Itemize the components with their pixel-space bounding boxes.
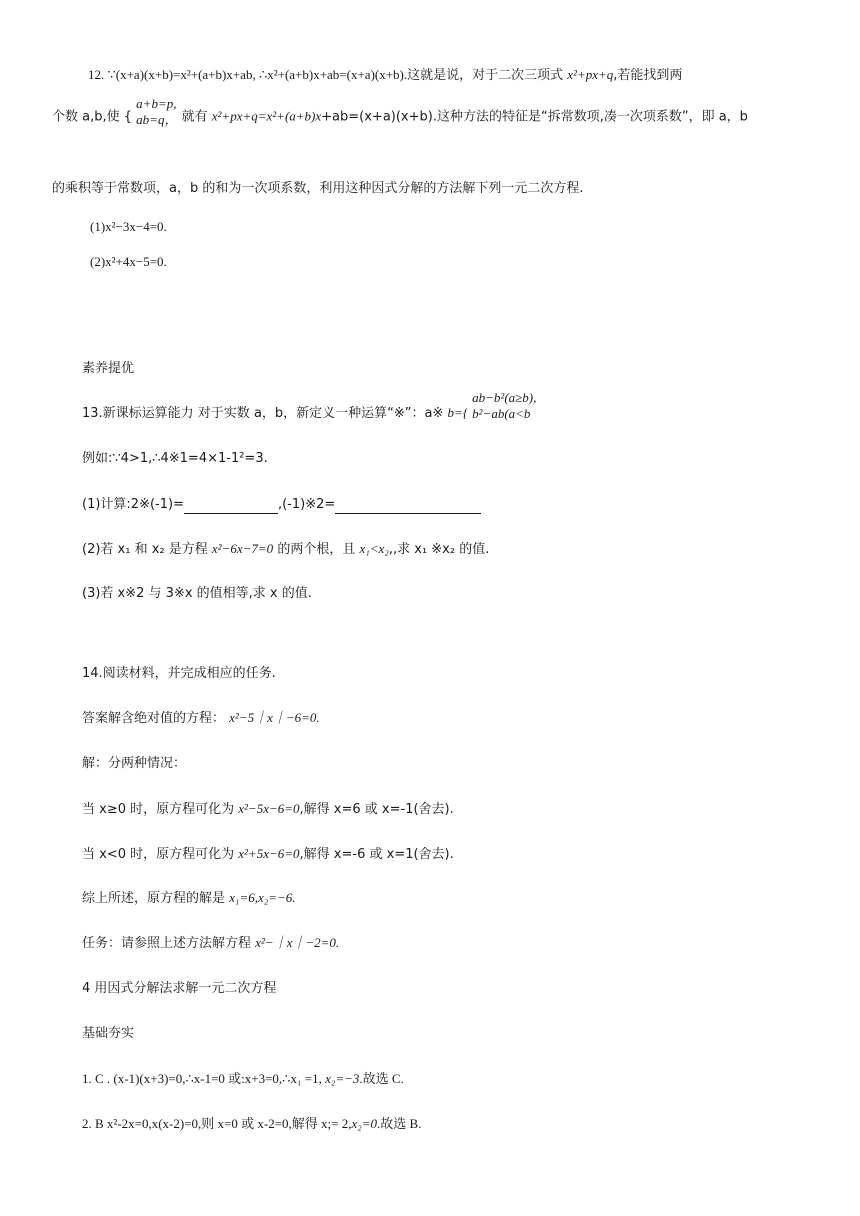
q13-part2 xyxy=(82,540,489,559)
q12-line2 xyxy=(52,96,748,128)
q14-line1-eq: x²−5｜x｜−6=0. xyxy=(229,710,320,725)
q14-line6 xyxy=(82,934,339,953)
answer-1 xyxy=(82,1070,404,1088)
q13-part1-b: ,(-1)※2= xyxy=(277,497,336,512)
q12-line2-mid: 就有 xyxy=(181,109,208,125)
q13-part2-cond: x₁<x₂ xyxy=(359,541,389,556)
q12-line1 xyxy=(88,66,682,85)
q14-line6-pre: 任务：请参照上述方法解方程 xyxy=(82,936,252,951)
q14-line1-pre: 答案解含绝对值的方程： xyxy=(82,711,226,726)
q13-part3: (3)若 x※2 与 3※x 的值相等,求 x 的值. xyxy=(82,586,312,601)
q13-part2-post: ,,求 x₁ ※x₂ 的值. xyxy=(388,542,490,557)
q13-intro: 13.新课标运算能力 对于实数 a，b，新定义一种运算“※”：a※ xyxy=(82,406,444,421)
q14-line3-pre: 当 x≥0 时，原方程可化为 xyxy=(82,802,235,817)
q14-line4 xyxy=(82,845,454,864)
q12-system-bottom: ab=q， xyxy=(136,112,178,127)
q13-part1 xyxy=(82,496,481,514)
answer-2-post: .故选 B. xyxy=(377,1116,422,1131)
q12-system xyxy=(136,96,177,128)
answer-blank-1[interactable] xyxy=(184,499,278,514)
q14-line4-post: ,解得 x=-6 或 x=1(舍去). xyxy=(299,847,454,862)
q14-line6-eq: x²−｜x｜−2=0. xyxy=(255,935,340,950)
q12-sub2: (2)x²+4x−5=0. xyxy=(90,254,167,269)
q14-line3-eq: x²−5x−6=0 xyxy=(238,801,300,816)
q13-def-top: ab−b²(a≥b), xyxy=(472,389,537,405)
q12-sub1: (1)x²−3x−4=0. xyxy=(90,219,167,234)
answer-2 xyxy=(82,1115,421,1133)
q13-part1-a: (1)计算:2※(-1)= xyxy=(82,497,184,512)
answer-2-pre: 2. B x²-2x=0,x(x-2)=0,则 x=0 或 x-2=0,解得 x;= 2, xyxy=(82,1116,352,1131)
answer-1-pre: 1. C . (x-1)(x+3)=0,∴x-1=0 或:x+3=0,∴x₁ =1, xyxy=(82,1071,322,1086)
q12-system-top: a+b=p, xyxy=(136,96,177,111)
q12-line2-pre: 个数 a,b,使 { xyxy=(52,109,133,125)
q14-line1 xyxy=(82,709,320,728)
q12-line3: 的乘积等于常数项，a，b 的和为一次项系数，利用这种因式分解的方法解下列一元二次方程. xyxy=(52,181,584,196)
q14-line2: 解：分两种情况： xyxy=(82,756,187,771)
answer-2-eq: x₂=0 xyxy=(351,1116,378,1131)
q12-line1-expr: x²+px+q xyxy=(567,67,614,82)
q14-line5-eq: x₁=6,x₂=−6. xyxy=(229,890,296,905)
q12-line1-post: ,若能找到两 xyxy=(613,68,683,83)
q13-part2-pre: (2)若 x₁ 和 x₂ 是方程 xyxy=(82,542,208,557)
section-suyang-heading: 素养提优 xyxy=(82,361,135,376)
q12-line2-post: +ab=(x+a)(x+b).这种方法的特征是“拆常数项,凑一次项系数”，即 a，b xyxy=(321,109,748,125)
q13-example: 例如:∵4>1,∴4※1=4×1-1²=3. xyxy=(82,451,268,466)
q14-line4-pre: 当 x<0 时，原方程可化为 xyxy=(82,847,235,862)
answer-blank-2[interactable] xyxy=(335,499,481,514)
answer-1-eq: x₂=−3 xyxy=(325,1071,360,1086)
section-jichu-heading: 基础夯实 xyxy=(82,1026,135,1041)
answer-1-post: .故选 C. xyxy=(359,1071,404,1086)
q14-line3 xyxy=(82,800,454,819)
q12-line2-expr: x²+px+q=x²+(a+b)x xyxy=(211,108,322,124)
section-4-heading: 4 用因式分解法求解一元二次方程 xyxy=(82,981,277,996)
q13-part2-mid: 的两个根，且 xyxy=(277,542,356,557)
q14-line4-eq: x²+5x−6=0 xyxy=(238,846,300,861)
q14-line3-post: ,解得 x=6 或 x=-1(舍去). xyxy=(299,802,454,817)
q13-definition xyxy=(472,390,536,422)
q13-part2-eq: x²−6x−7=0 xyxy=(211,541,274,556)
q12-line1-pre: 12. ∵(x+a)(x+b)=x²+(a+b)x+ab, ∴x²+(a+b)x+ab=(x+a)(x+b).这就是说，对于二次三项式 xyxy=(88,67,564,82)
q13-intro-line xyxy=(82,389,537,423)
q13-def-b: b={ xyxy=(447,405,469,420)
q14-title: 14.阅读材料，并完成相应的任务. xyxy=(82,666,276,681)
q13-def-bottom: b²−ab(a<b xyxy=(472,405,531,421)
q14-line5 xyxy=(82,889,296,908)
q14-line5-pre: 综上所述，原方程的解是 xyxy=(82,891,226,906)
